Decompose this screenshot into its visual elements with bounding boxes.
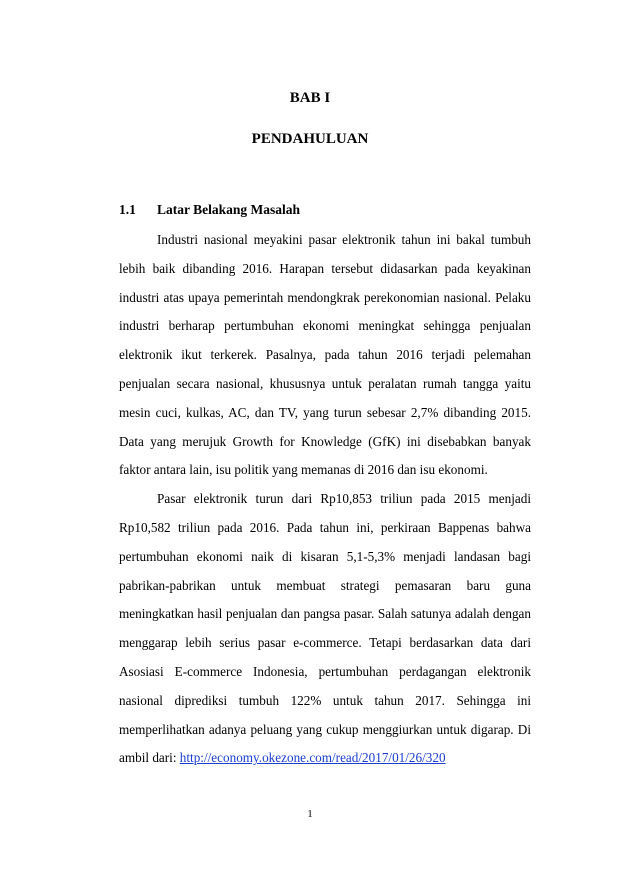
paragraph-2 [119,485,531,773]
paragraph-1: Industri nasional meyakini pasar elektronik tahun ini bakal tumbuh lebih baik dibanding 2016. Harapan tersebut didasarkan pada keyakinan industri atas upaya pemerintah mendongkrak perekonomian nasional. Pelaku industri berharap pertumbuhan ekonomi meningkat sehingga penjualan elektronik ikut terkerek. Pasalnya, pada tahun 2016 terjadi pelemahan penjualan secara nasional, khususnya untuk peralatan rumah tangga yaitu mesin cuci, kulkas, AC, dan TV, yang turun sebesar 2,7% dibanding 2015. Data yang merujuk Growth for Knowledge (GfK) ini disebabkan banyak faktor antara lain, isu politik yang memanas di 2016 dan isu ekonomi. [119,232,531,478]
page-number: 1 [307,808,313,820]
body-text [119,226,531,773]
section-heading [119,202,300,218]
chapter-title: PENDAHULUAN [251,131,369,147]
section-number: 1.1 [119,202,136,217]
source-link[interactable]: http://economy.okezone.com/read/2017/01/26/320 [179,750,446,766]
section-title: Latar Belakang Masalah [157,202,301,217]
paragraph-2-text: Pasar elektronik turun dari Rp10,853 triliun pada 2015 menjadi Rp10,582 triliun pada 2016. Pada tahun ini, perkiraan Bappenas bahwa pertumbuhan ekonomi naik di kisaran 5,1-5,3% menjadi landasan bagi pabrikan-pabrikan untuk membuat strategi pemasaran baru guna meningkatkan hasil penjualan dan pangsa pasar. Salah satunya adalah dengan menggarap lebih serius pasar e-commerce. Tetapi berdasarkan data dari Asosiasi E-commerce Indonesia, pertumbuhan perdagangan elektronik nasional diprediksi tumbuh 122% untuk tahun 2017. Sehingga ini memperlihatkan adanya peluang yang cukup menggiurkan untuk digarap. Di ambil dari: [119,491,531,766]
chapter-heading: BAB I [289,90,331,106]
